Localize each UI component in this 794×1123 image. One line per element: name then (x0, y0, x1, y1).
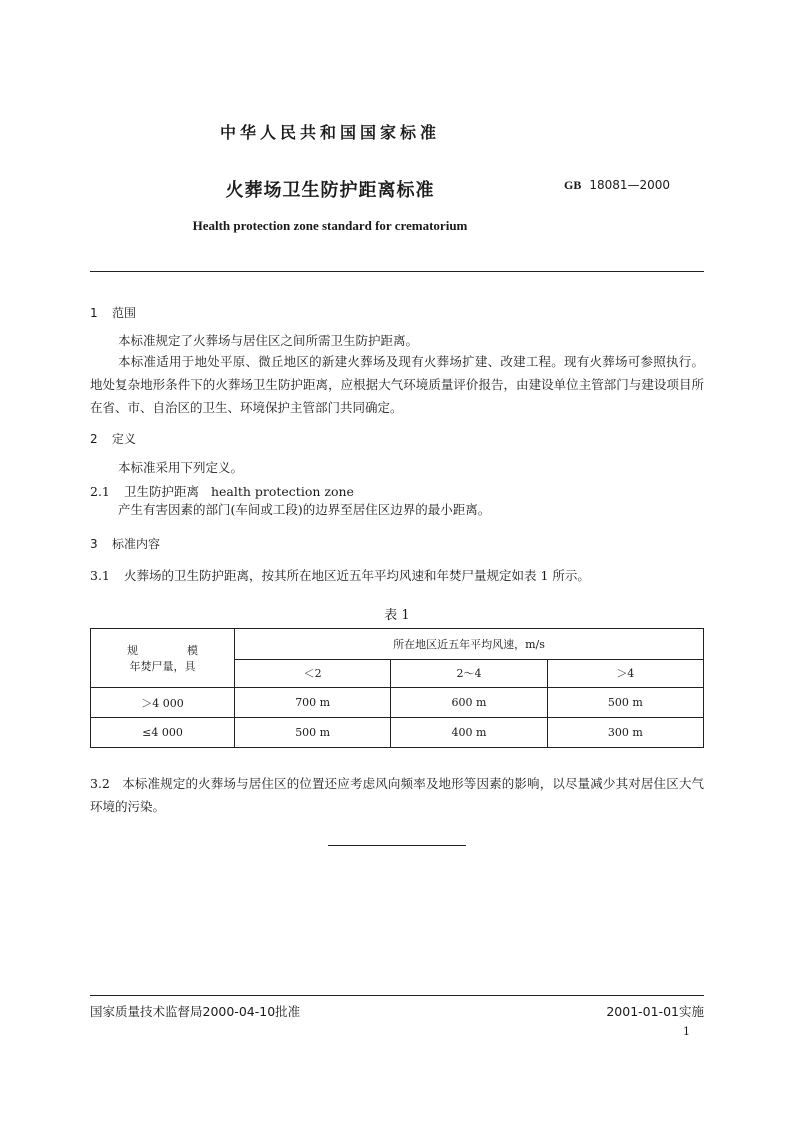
section-2-paragraph-1: 本标准采用下列定义。 (118, 460, 244, 475)
definition-2-1-term: 卫生防护距离 (124, 484, 200, 499)
table-title: 表 1 (384, 608, 410, 623)
table-cell: 500 m (235, 718, 391, 748)
end-divider (328, 845, 466, 846)
section-2-heading (90, 430, 136, 447)
row-label: ＞4 000 (91, 688, 235, 718)
section-2-number: 2 (90, 432, 98, 446)
table-row (91, 718, 704, 748)
scale-header-left: 规 (127, 644, 138, 657)
definition-2-1-term-en: health protection zone (210, 484, 354, 499)
definition-2-1-text: 产生有害因素的部门(车间或工段)的边界至居住区边界的最小距离。 (118, 502, 491, 517)
scale-header-cell (91, 629, 235, 688)
state-standard-header: 中华人民共和国国家标准 (219, 123, 440, 142)
english-title: Health protection zone standard for crematorium (192, 218, 468, 233)
table-cell: 500 m (547, 688, 703, 718)
table-cell: 400 m (391, 718, 547, 748)
section-2-title: 定义 (112, 432, 137, 446)
standard-code-number: 18081—2000 (589, 178, 671, 192)
wind-col-header: ＜2 (235, 659, 391, 687)
table-cell: 700 m (235, 688, 391, 718)
effective-date: 2001-01-01实施 (606, 1004, 704, 1019)
section-3-title: 标准内容 (112, 537, 161, 551)
definition-2-1-number: 2.1 (90, 484, 110, 499)
row-label: ≤4 000 (91, 718, 235, 748)
section-1-paragraph-1: 本标准规定了火葬场与居住区之间所需卫生防护距离。 (118, 333, 419, 348)
table-cell: 300 m (547, 718, 703, 748)
scale-header-sub: 年焚尸量，具 (129, 660, 196, 673)
standard-code-prefix: GB (564, 178, 582, 192)
clause-3-2 (90, 772, 704, 818)
header-divider (90, 271, 704, 272)
section-3-number: 3 (90, 537, 98, 551)
section-1-heading (90, 304, 136, 321)
table-cell: 600 m (391, 688, 547, 718)
section-1-paragraph-2: 本标准适用于地处平原、微丘地区的新建火葬场及现有火葬场扩建、改建工程。现有火葬场可参照执行。地处复杂地形条件下的火葬场卫生防护距离，应根据大气环境质量评价报告，由建设单位主管部门与建设项目所在省、市、自治区的卫生、环境保护主管部门共同确定。 (90, 354, 704, 415)
scale-header-top (91, 642, 234, 658)
clause-3-1 (90, 566, 590, 584)
wind-col-header: 2～4 (391, 659, 547, 687)
wind-speed-header: 所在地区近五年平均风速，m/s (235, 629, 704, 660)
clause-3-2-number: 3.2 (90, 776, 110, 791)
standard-code (564, 178, 670, 193)
section-1-number: 1 (90, 306, 98, 320)
approval-info: 国家质量技术监督局2000-04-10批准 (90, 1004, 301, 1019)
distance-table (90, 628, 704, 748)
clause-3-2-text: 本标准规定的火葬场与居住区的位置还应考虑风向频率及地形等因素的影响，以尽量减少其对居住区大气环境的污染。 (90, 776, 704, 814)
table-row (91, 688, 704, 718)
section-1-title: 范围 (112, 306, 137, 320)
wind-col-header: ＞4 (547, 659, 703, 687)
table-header-row (91, 629, 704, 660)
footer-divider (90, 995, 704, 996)
clause-3-1-number: 3.1 (90, 568, 110, 583)
scale-header-right: 模 (187, 644, 198, 657)
document-title: 火葬场卫生防护距离标准 (225, 180, 435, 201)
clause-3-1-text: 火葬场的卫生防护距离，按其所在地区近五年平均风速和年焚尸量规定如表 1 所示。 (124, 568, 590, 583)
page-number: 1 (683, 1025, 690, 1038)
section-3-heading (90, 535, 160, 552)
